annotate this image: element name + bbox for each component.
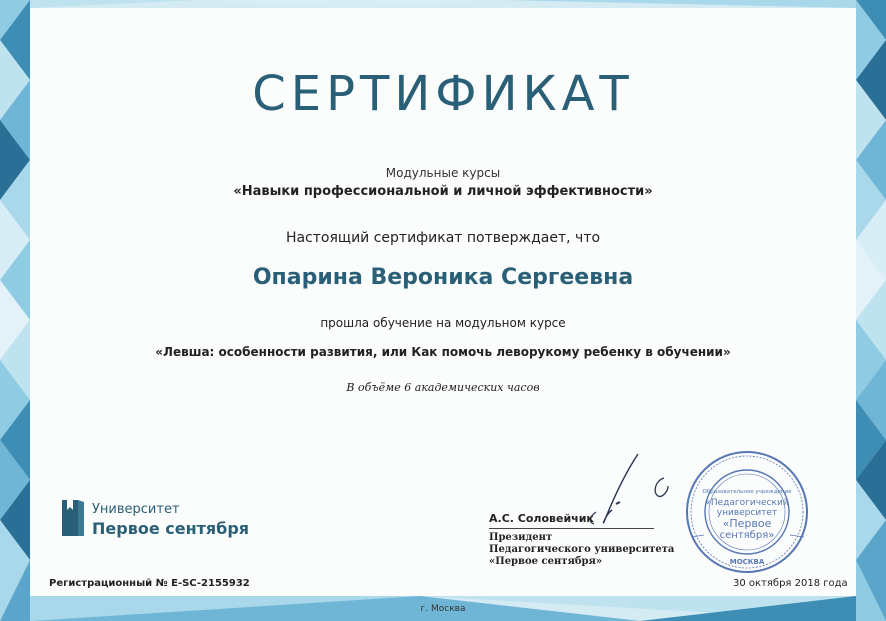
seal-small-text: Образовательное учреждение <box>702 489 792 495</box>
seal-line-4: сентября» <box>719 530 775 541</box>
seal-line-1: «Педагогический <box>705 498 789 508</box>
course-kind: Модульные курсы <box>385 166 501 180</box>
program-name: «Навыки профессиональной и личной эффективности» <box>233 184 653 199</box>
book-bookmark-icon <box>62 500 84 536</box>
course-name: «Левша: особенности развития, или Как помочь леворукому ребенку в обучении» <box>155 345 731 359</box>
completion-text: прошла обучение на модульном курсе <box>320 316 566 330</box>
signatory-position <box>489 532 674 568</box>
seal-line-3: «Первое <box>722 517 772 530</box>
recipient-name: Опарина Вероника Сергеевна <box>252 265 634 290</box>
official-seal-stamp <box>682 447 812 577</box>
position-line-2: Педагогического университета <box>489 544 675 555</box>
seal-line-2: университет <box>716 508 778 518</box>
certificate-title: СЕРТИФИКАТ <box>252 66 634 122</box>
issue-date: 30 октября 2018 года <box>733 578 848 589</box>
logo-line-name: Первое сентября <box>92 519 250 538</box>
issue-city: г. Москва <box>420 604 466 614</box>
position-line-3: «Первое сентября» <box>489 556 603 567</box>
position-line-1: Президент <box>489 532 553 543</box>
logo-line-university: Университет <box>92 502 180 517</box>
signatory-name: А.С. Соловейчик <box>489 512 594 525</box>
registration-number: Регистрационный № E-SC-2155932 <box>49 578 250 589</box>
signature-line <box>489 528 654 529</box>
confirmation-text: Настоящий сертификат потверждает, что <box>285 230 601 246</box>
course-hours: В объёме 6 академических часов <box>346 381 540 394</box>
seal-bottom-text: МОСКВА <box>729 558 765 566</box>
